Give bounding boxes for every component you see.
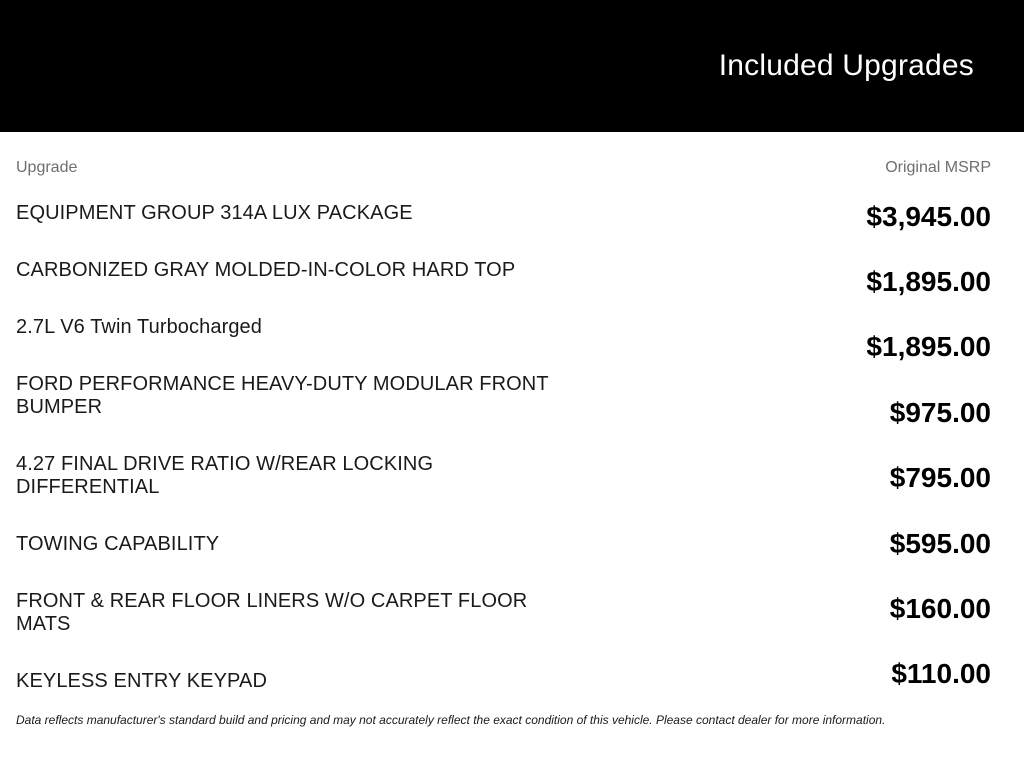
upgrade-prices-column bbox=[866, 178, 991, 707]
upgrade-price: $975.00 bbox=[889, 396, 991, 428]
upgrade-name: 2.7L V6 Twin Turbocharged bbox=[16, 316, 262, 338]
upgrade-price: $3,945.00 bbox=[866, 200, 991, 232]
upgrade-column-header: Upgrade bbox=[16, 159, 78, 176]
upgrade-price: $1,895.00 bbox=[866, 266, 991, 298]
upgrade-price: $595.00 bbox=[889, 527, 991, 559]
disclaimer-text: Data reflects manufacturer's standard build and pricing and may not accurately reflect the exact condition of this vehicle. Please contact dealer for more information. bbox=[16, 713, 886, 728]
page-title: Included Upgrades bbox=[718, 49, 974, 82]
upgrade-name: FORD PERFORMANCE HEAVY-DUTY MODULAR FRONT BUMPER bbox=[16, 373, 549, 418]
upgrade-price: $160.00 bbox=[889, 593, 991, 625]
upgrade-price: $795.00 bbox=[889, 462, 991, 494]
upgrades-table bbox=[16, 178, 991, 707]
original-msrp-column-header: Original MSRP bbox=[885, 159, 991, 176]
upgrade-name: KEYLESS ENTRY KEYPAD bbox=[16, 670, 267, 692]
upgrades-content bbox=[0, 158, 1024, 728]
upgrade-name: CARBONIZED GRAY MOLDED-IN-COLOR HARD TOP bbox=[16, 259, 516, 281]
page-header-banner bbox=[0, 0, 1024, 132]
upgrade-price: $110.00 bbox=[891, 658, 991, 690]
upgrade-name: FRONT & REAR FLOOR LINERS W/O CARPET FLOOR MATS bbox=[16, 590, 528, 635]
upgrade-price: $1,895.00 bbox=[866, 331, 991, 363]
upgrade-name: EQUIPMENT GROUP 314A LUX PACKAGE bbox=[16, 202, 413, 224]
upgrade-name: 4.27 FINAL DRIVE RATIO W/REAR LOCKING DIFFERENTIAL bbox=[16, 453, 434, 498]
upgrade-name: TOWING CAPABILITY bbox=[16, 533, 220, 555]
table-header-row bbox=[16, 158, 991, 178]
upgrade-names-column bbox=[16, 178, 576, 693]
